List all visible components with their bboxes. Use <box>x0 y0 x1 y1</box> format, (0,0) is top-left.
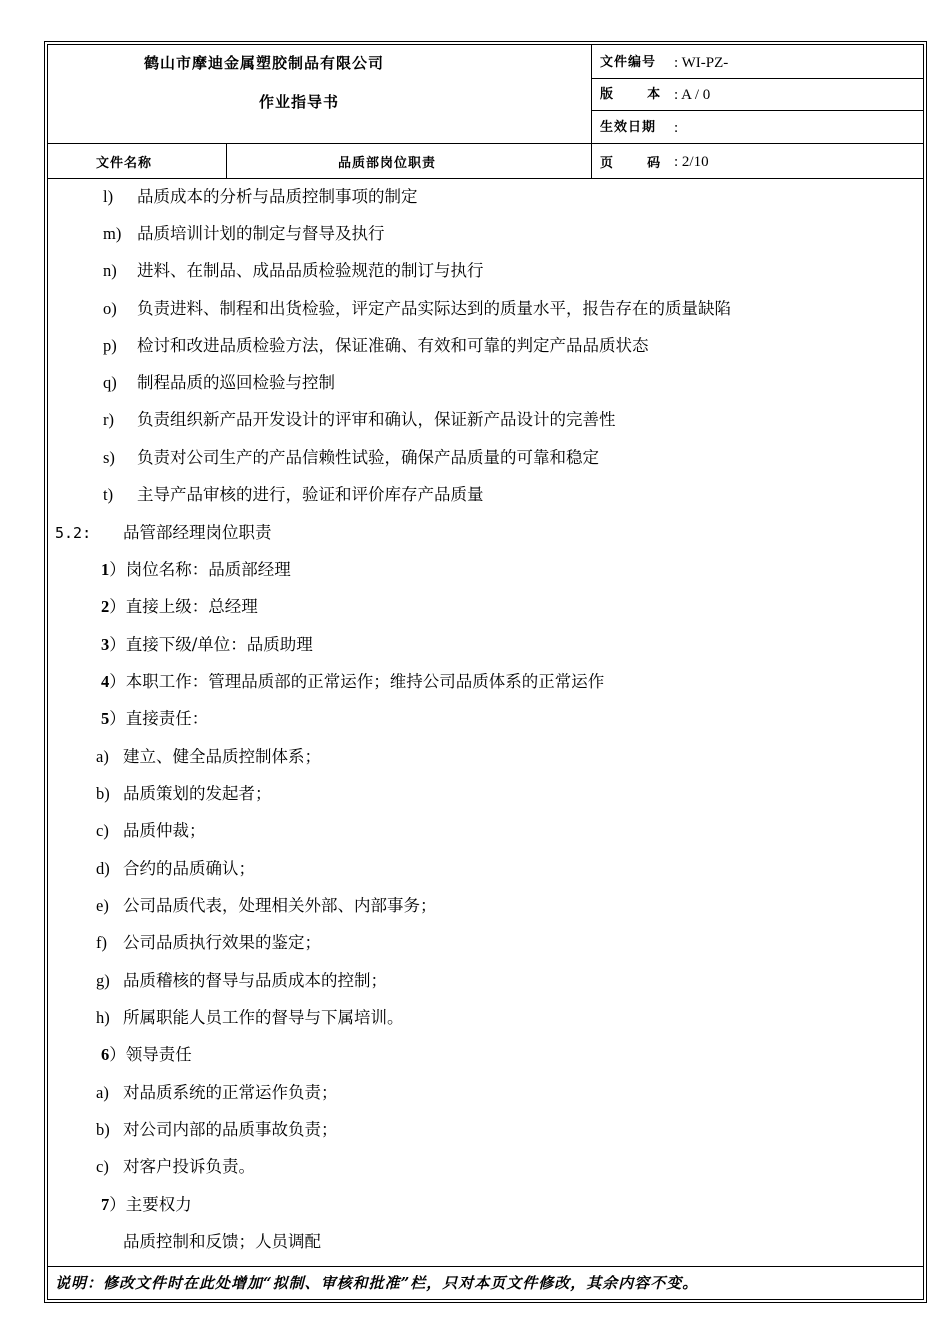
item-number: 7 <box>101 1195 110 1214</box>
list-item <box>103 375 335 392</box>
list-item-number: r) <box>103 410 114 429</box>
footer-note: 说明：修改文件时在此处增加“拟制、审核和批准”栏，只对本页文件修改，其余内容不变。 <box>55 1274 699 1292</box>
duty-number: f) <box>96 933 107 952</box>
list-item <box>101 1047 192 1064</box>
footer-divider <box>47 1266 924 1267</box>
duty-number: e) <box>96 896 109 915</box>
list-item <box>96 749 321 766</box>
list-item <box>96 898 437 915</box>
company-name: 鹤山市摩迪金属塑胶制品有限公司 <box>144 54 385 72</box>
list-item <box>101 674 604 691</box>
list-item <box>103 226 385 243</box>
duty-text: 合约的品质确认； <box>123 859 255 878</box>
list-item <box>96 786 272 803</box>
duty-text: 品质稽核的督导与品质成本的控制； <box>123 971 387 990</box>
header-column-divider <box>591 44 592 178</box>
list-item-number: q) <box>103 373 117 392</box>
filename-column-divider <box>226 143 227 178</box>
list-item-number: t) <box>103 485 114 504</box>
list-item-text: 品质成本的分析与品质控制事项的制定 <box>137 187 418 206</box>
item-text: ）直接责任： <box>109 709 209 728</box>
list-item <box>96 1085 338 1102</box>
list-item-text: 检讨和改进品质检验方法，保证准确、有效和可靠的判定产品品质状态 <box>137 336 649 355</box>
doc-number-label: 文件编号 <box>600 55 657 70</box>
duty-number: c) <box>96 821 109 840</box>
item-number: 4 <box>101 672 110 691</box>
list-item <box>101 562 291 579</box>
item-number: 6 <box>101 1045 110 1064</box>
duty-number: c) <box>96 1157 109 1176</box>
header-divider <box>47 143 924 144</box>
doc-number-value: : WI-PZ- <box>674 55 729 71</box>
duty-text: 所属职能人员工作的督导与下属培训。 <box>123 1008 404 1027</box>
page-label: 页 码 <box>600 156 662 171</box>
list-item <box>96 861 255 878</box>
section-heading <box>55 525 272 542</box>
document-type: 作业指导书 <box>259 93 340 111</box>
list-item <box>101 1197 192 1214</box>
duty-text: 公司品质执行效果的鉴定； <box>123 933 321 952</box>
list-item <box>103 263 484 280</box>
item-text: ）岗位名称：品质部经理 <box>109 560 291 579</box>
duty-number: b) <box>96 784 110 803</box>
list-item <box>103 450 599 467</box>
item-text: ）本职工作：管理品质部的正常运作；维持公司品质体系的正常运作 <box>109 672 605 691</box>
list-item <box>103 487 484 504</box>
list-item <box>101 711 208 728</box>
list-item-text: 主导产品审核的进行，验证和评价库存产品质量 <box>137 485 484 504</box>
duty-text: 对客户投诉负责。 <box>123 1157 255 1176</box>
list-item-text: 负责对公司生产的产品信赖性试验，确保产品质量的可靠和稳定 <box>137 448 599 467</box>
file-name-label: 文件名称 <box>96 156 153 171</box>
file-name-value: 品质部岗位职责 <box>338 156 437 171</box>
effective-date-label: 生效日期 <box>600 120 657 135</box>
list-item <box>96 1122 338 1139</box>
duty-text: 建立、健全品质控制体系； <box>123 747 321 766</box>
list-item-number: n) <box>103 261 117 280</box>
list-item <box>103 338 649 355</box>
item-number: 5 <box>101 709 110 728</box>
list-item-text: 制程品质的巡回检验与控制 <box>137 373 335 392</box>
list-item <box>96 973 387 990</box>
section-title: 品管部经理岗位职责 <box>123 523 272 542</box>
page-value: : 2/10 <box>674 154 709 170</box>
list-item-number: l) <box>103 187 114 206</box>
duty-text: 对公司内部的品质事故负责； <box>123 1120 338 1139</box>
duty-text: 对品质系统的正常运作负责； <box>123 1083 338 1102</box>
list-item <box>103 412 616 429</box>
duty-number: h) <box>96 1008 110 1027</box>
duty-number: a) <box>96 1083 109 1102</box>
list-item-number: m) <box>103 224 122 243</box>
item-text: ）直接下级/单位：品质助理 <box>109 635 313 654</box>
duty-number: b) <box>96 1120 110 1139</box>
list-item <box>96 1010 404 1027</box>
item-number: 2 <box>101 597 110 616</box>
duty-text: 公司品质代表，处理相关外部、内部事务； <box>123 896 437 915</box>
list-item-number: s) <box>103 448 115 467</box>
list-item-text: 负责进料、制程和出货检验，评定产品实际达到的质量水平，报告存在的质量缺陷 <box>137 299 731 318</box>
list-item-text: 品质培训计划的制定与督导及执行 <box>137 224 385 243</box>
effective-date-value: : <box>674 120 679 136</box>
list-item <box>103 189 418 206</box>
duty-number: g) <box>96 971 110 990</box>
duty-number: d) <box>96 859 110 878</box>
item-text: ）领导责任 <box>109 1045 192 1064</box>
meta-row-line-1 <box>591 78 924 79</box>
list-item <box>101 637 313 654</box>
list-item <box>96 1159 255 1176</box>
list-item-text: 负责组织新产品开发设计的评审和确认，保证新产品设计的完善性 <box>137 410 616 429</box>
version-label: 版 本 <box>600 87 662 102</box>
list-item-number: p) <box>103 336 117 355</box>
duty-text: 品质策划的发起者； <box>123 784 272 803</box>
item-number: 1 <box>101 560 110 579</box>
list-item <box>96 823 206 840</box>
duty-number: a) <box>96 747 109 766</box>
section-number: 5.2: <box>55 524 92 542</box>
item-number: 3 <box>101 635 110 654</box>
list-item <box>96 935 321 952</box>
list-item-number: o) <box>103 299 117 318</box>
version-value: : A / 0 <box>674 87 711 103</box>
powers-text: 品质控制和反馈；人员调配 <box>123 1232 321 1251</box>
item-text: ）直接上级：总经理 <box>109 597 258 616</box>
item-text: ）主要权力 <box>109 1195 192 1214</box>
header-bottom-line <box>47 178 924 179</box>
list-item <box>101 599 258 616</box>
meta-row-line-2 <box>591 110 924 111</box>
duty-text: 品质仲裁； <box>123 821 206 840</box>
list-item-text: 进料、在制品、成品品质检验规范的制订与执行 <box>137 261 484 280</box>
list-item <box>103 301 731 318</box>
